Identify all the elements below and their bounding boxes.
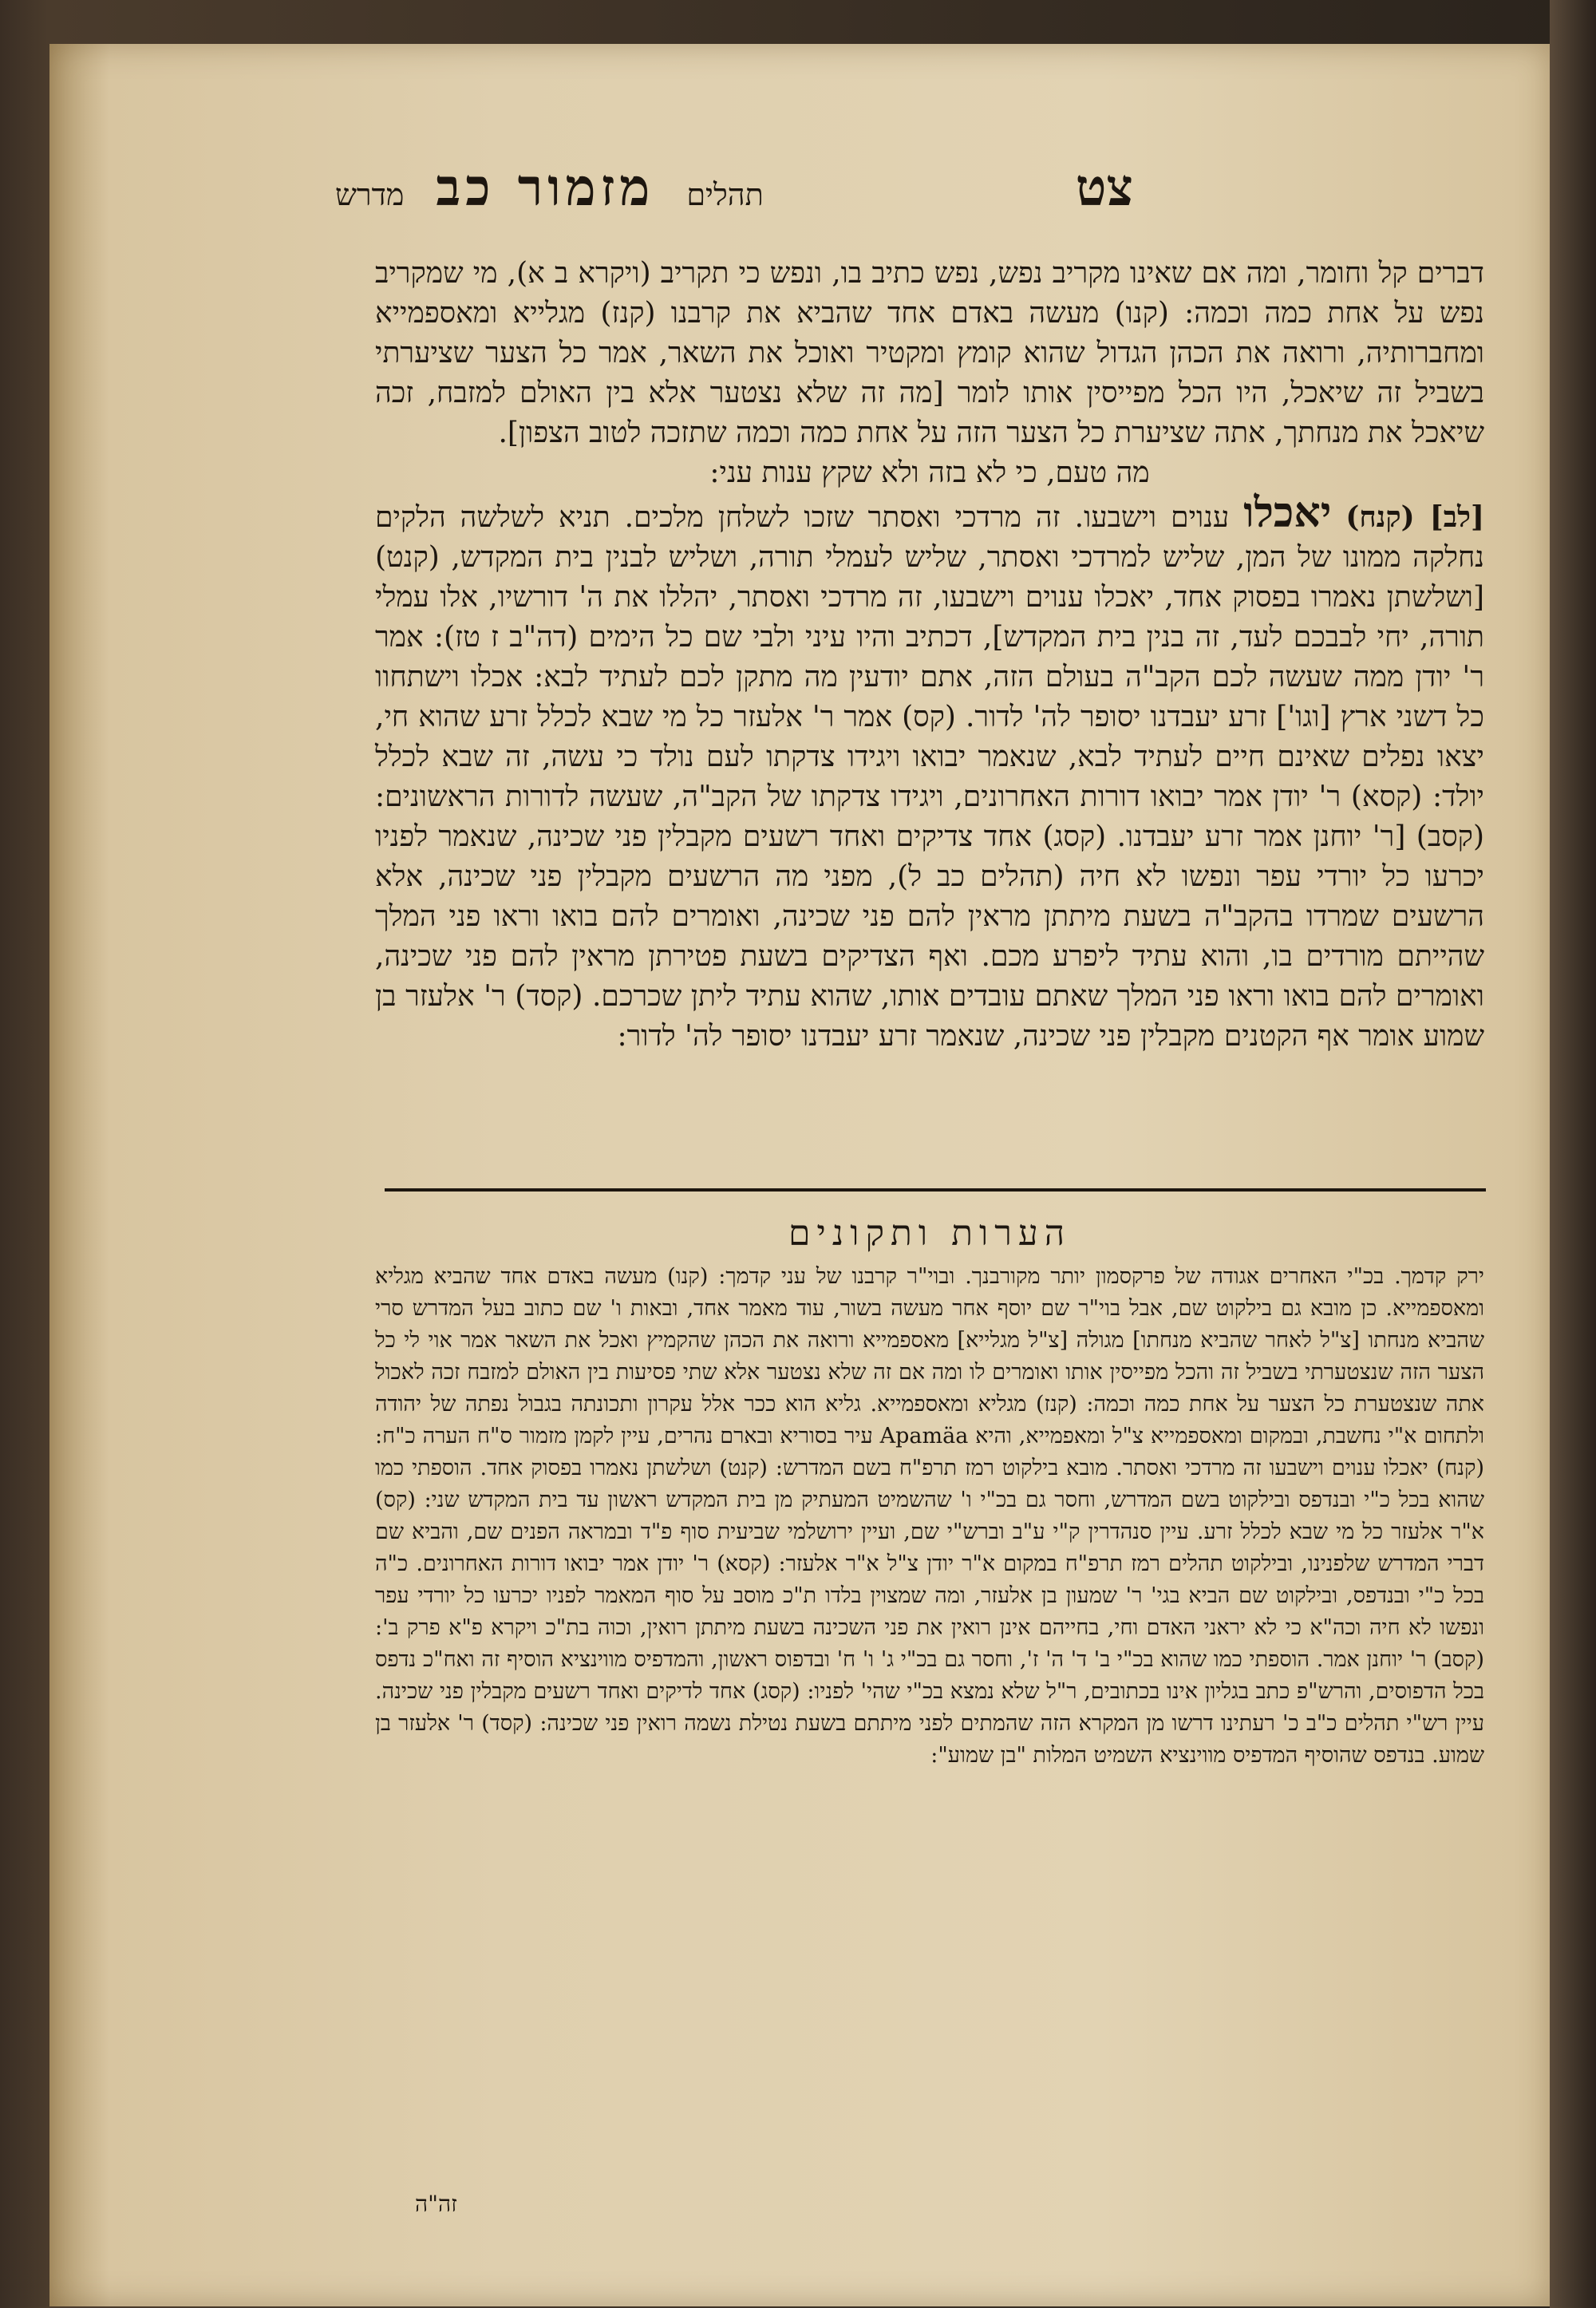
main-paragraph-2 bbox=[375, 488, 1484, 1057]
signature-mark: זה"ה bbox=[415, 2191, 457, 2217]
notes-block bbox=[375, 1261, 1484, 1772]
book-spine-edge bbox=[1550, 0, 1596, 2308]
section-marker: [לב] (קנח) bbox=[1345, 500, 1484, 534]
header-right-label: תהלים bbox=[686, 176, 764, 212]
page-number: צט bbox=[1075, 157, 1133, 218]
main-paragraph-2-body: ענוים וישבעו. זה מרדכי ואסתר שזכו לשלחן מלכים. תניא לשלשה הלקים נחלקה ממונו של המן, שליש למרדכי ואסתר, שליש לעמלי תורה, ושליש לבנין בית המקדש, (קנט) [ושלשתן נאמרו בפסוק אחד, יאכלו ענוים וישבעו, זה מרדכי ואסתר, יהללו את ה' דורשיו, אלו עמלי תורה, יחי לבבכם לעד, זה בנין בית המקדש], דכתיב והיו עיני ולבי שם כל הימים (דה"ב ז טז): אמר ר' יודן ממה שעשה לכם הקב"ה בעולם הזה, אתם יודעין מה מתקן לכם לעתיד לבא: אכלו וישתחוו כל דשני ארץ [וגו'] זרע יעבדנו יסופר לה' לדור. (קס) אמר ר' אלעזר כל מי שבא לכלל זרע שהוא חי, יצאו נפלים שאינם חיים לעתיד לבא, שנאמר יבואו ויגידו צדקתו לעם נולד כי עשה, זה שבא לכלל יולד: (קסא) ר' יודן אמר יבואו דורות האחרונים, ויגידו צדקתו של הקב"ה, שעשה לדורות הראשונים: (קסב) [ר' יוחנן אמר זרע יעבדנו. (קסג) אחד צדיקים ואחד רשעים מקבלין פני שכינה, שנאמר לפניו יכרעו כל יורדי עפר ונפשו לא חיה (תהלים כב ל), מפני מה הרשעים מקבלין פני שכינה, אלא הרשעים שמרדו בהקב"ה בשעת מיתתן מראין להם פני שכינה, ואומרים להם בואו וראו פני המלך שהייתם מורדים בו, והוא עתיד ליפרע מכם. ואף הצדיקים בשעת פטירתן מראין להם פני שכינה, ואומרים להם בואו וראו פני המלך שאתם עובדים אותו, שהוא עתיד ליתן שכרכם. (קסד) ר' אלעזר בן שמוע אומר אף הקטנים מקבלין פני שכינה, שנאמר זרע יעבדנו יסופר לה' לדור: bbox=[375, 501, 1484, 1053]
header-title: מזמור כב bbox=[436, 157, 655, 218]
main-text-block bbox=[375, 254, 1484, 1057]
main-paragraph-1: דברים קל וחומר, ומה אם שאינו מקריב נפש, נפש כתיב בו, ונפש כי תקריב (ויקרא ב א), מי שמקריב נפש על אחת כמה וכמה: (קנו) מעשה באדם אחד שהביא את קרבנו (קנז) מגלייא ומאספמייא ומחברותיה, ורואה את הכהן הגדול שהוא קומץ ומקטיר ואוכל את השאר, אמר כל הצער שציערתי בשביל זה שיאכל, היו הכל מפייסין אותו לומר [מה זה שלא נצטער אלא בין האולם למזבח, זכה שיאכל את מנחתך, אתה שציערת כל הצער הזה על אחת כמה וכמה שתזכה לטוב הצפון]. bbox=[375, 257, 1484, 449]
main-paragraph-1-conclusion: מה טעם, כי לא בזה ולא שקץ ענות עני: bbox=[709, 456, 1150, 489]
header-title-group bbox=[335, 158, 764, 218]
header-left-label: מדרש bbox=[335, 176, 405, 212]
notes-body: ירק קדמך. בכ"י האחרים אגודה של פרקסמון יותר מקורבנך. ובוי"ר קרבנו של עני קדמך: (קנו) מעשה באדם אחד שהביא מגליא ומאספמייא. כן מובא גם בילקוט שם, אבל בוי"ר שם יוסף אחר מעשה בשור, עוד מאמר אחד, ובאות ו' שם כתוב בעל המדרש סרי שהביא מנחתו [צ"ל לאחר שהביא מנחתו] מגולה [צ"ל מגלייא] מאספמייא ורואה את הכהן שהקמיץ ואכל את השאר אמר אוי לי כל הצער הזה שנצטערתי בשביל זה והכל מפייסין אותו ואומרים לו ומה אם זה שלא נצטער אלא שתי פסיעות בין האולם למזבח זכה לאכול אתה שנצטערת כל הצער על אחת כמה וכמה: (קנז) מגליא ומאספמייא. גליא הוא ככר אלל עקרון ותכונתה בגבול נפתה של יהודה ולתחום א"י נחשבת, ובמקום ומאספמייא צ"ל ומאפמייא, והיא Apamäa עיר בסוריא ובארם נהרים, עיין לקמן מזמור ס"ח הערה כ"ח: (קנח) יאכלו ענוים וישבעו זה מרדכי ואסתר. מובא בילקוט רמז תרפ"ח בשם המדרש: (קנט) ושלשתן נאמרו בפסוק אחד. הוספתי כמו שהוא בכל כ"י ובנדפס ובילקוט בשם המדרש, וחסר גם בכ"י ו' שהשמיט המעתיק מן בית המקדש ראשון עד בית המקדש שני: (קס) א"ר אלעזר כל מי שבא לכלל זרע. עיין סנהדרין ק"י ע"ב וברש"י שם, ועיין ירושלמי שביעית סוף פ"ד ובמראה הפנים שם, והביא שם דברי המדרש שלפנינו, ובילקוט תהלים רמז תרפ"ח במקום א"ר יודן צ"ל א"ר אלעזר: (קסא) ר' יודן אמר יבואו דורות האחרונים. כ"ה בכל כ"י ובנדפס, ובילקוט שם הביא בגי' ר' שמעון בן אלעזר, ומה שמצוין בלדו ת"כ מוסב על סוף המאמר לפניו יכרעו כל יורדי עפר ונפשו לא חיה וכה"א כי לא יראני האדם וחי, בחייהם אינן רואין את פני השכינה בשעת מיתתן רואין, וכוה בת"כ ויקרא פ"א פרק ב': (קסב) ר' יוחנן אמר. הוספתי כמו שהוא בכ"י ב' ד' ה' ז', וחסר גם בכ"י ג' ו' ח' ובדפוס ראשון, והמדפיס מווינציא הוסיף זה ואח"כ נדפס בכל הדפוסים, והרש"פ כתב בגליון אינו בכתובים, ר"ל שלא נמצא בכ"י שהי' לפניו: (קסג) אחד לדיקים ואחד רשעים מקבלין פני שכינה. עיין רש"י תהלים כ"ב כ' רעתינו דרשו מן המקרא הזה שהמתים לפני מיתתם בשעת נטילת נשמה רואין פני שכינה: (קסד) ר' אלעזר בן שמוע. בנדפס שהוסיף המדפיס מווינציא השמיט המלות "בן שמוע": bbox=[375, 1264, 1485, 1768]
running-header bbox=[335, 144, 1133, 231]
lead-word: יאכלו bbox=[1243, 488, 1332, 537]
notes-heading: הערות ותקונים bbox=[788, 1213, 1072, 1254]
section-divider-rule bbox=[385, 1188, 1486, 1192]
